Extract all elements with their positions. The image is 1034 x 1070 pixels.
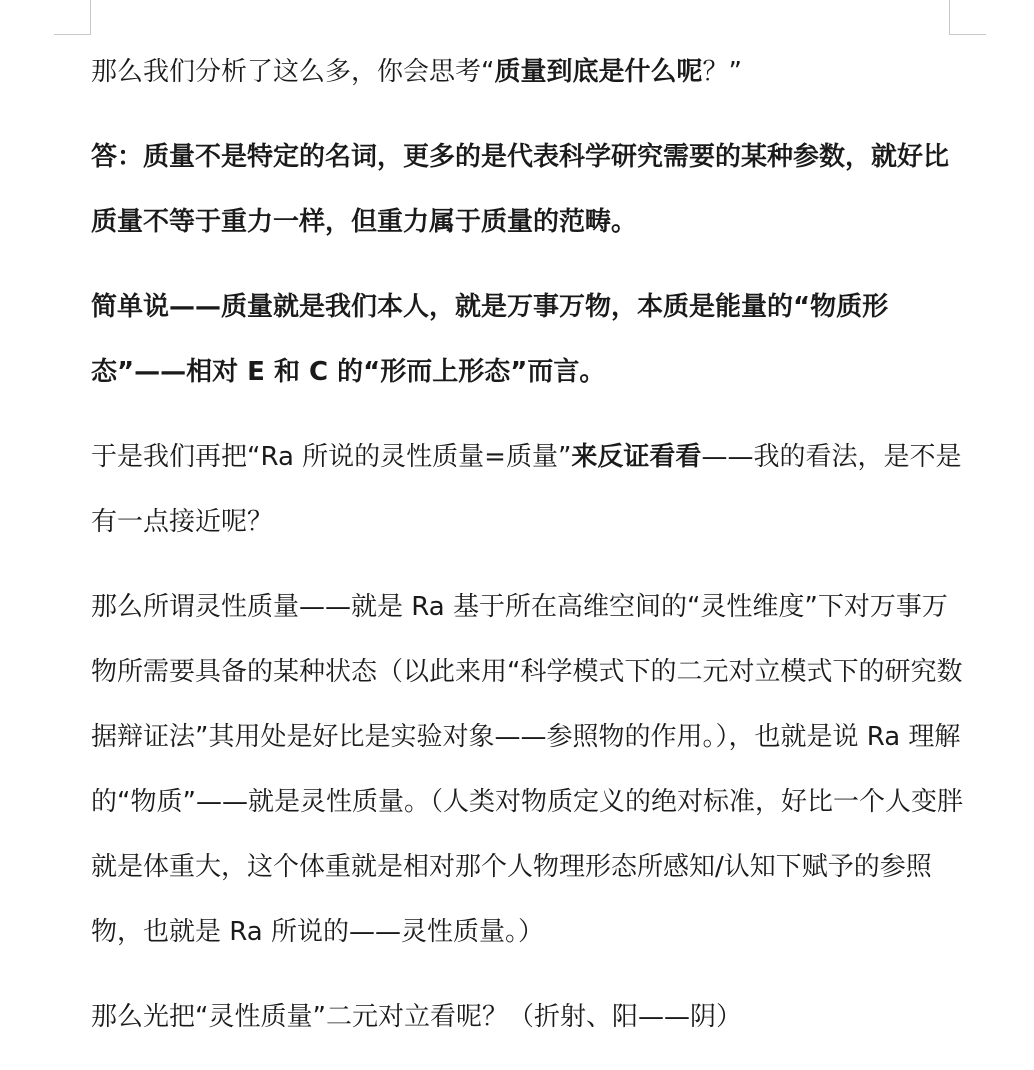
document-body[interactable]	[91, 40, 971, 1070]
text-run: ——我的看法，是不是有一点接近呢？	[91, 442, 962, 537]
paragraph-1	[91, 40, 971, 105]
text-run-bold: 简单说——质量就是我们本人，就是万事万物，本质是能量的“物质形态”——相对 E 和 C 的“形而上形态”而言。	[91, 292, 889, 387]
paragraph-6	[91, 985, 971, 1050]
paragraph-2	[91, 125, 971, 255]
text-run: ？”	[702, 57, 742, 87]
paragraph-3	[91, 275, 971, 405]
text-run-bold: 来反证看看	[571, 442, 702, 472]
margin-corner-mark-right	[949, 0, 986, 35]
text-run: 那么光把“灵性质量”二元对立看呢？（折射、阳——阴）	[91, 1002, 742, 1032]
text-run-bold: 答：质量不是特定的名词，更多的是代表科学研究需要的某种参数，就好比质量不等于重力一样，但重力属于质量的范畴。	[91, 142, 950, 237]
margin-corner-mark-left	[54, 0, 91, 35]
paragraph-4	[91, 425, 971, 555]
text-run: 那么我们分析了这么多，你会思考“	[91, 57, 495, 87]
text-run-bold: 质量到底是什么呢	[494, 57, 703, 87]
paragraph-5	[91, 575, 971, 965]
text-run: 于是我们再把“Ra 所说的灵性质量=质量”	[91, 442, 572, 472]
text-run: 那么所谓灵性质量——就是 Ra 基于所在高维空间的“灵性维度”下对万事万物所需要具备的某种状态（以此来用“科学模式下的二元对立模式下的研究数据辩证法”其用处是好比是实验对象——参照物的作用。），也就是说 Ra 理解的“物质”——就是灵性质量。（人类对物质定义的绝对标准，好比一个人变胖就是体重大，这个体重就是相对那个人物理形态所感知/认知下赋予的参照物，也就是 Ra 所说的——灵性质量。）	[91, 592, 963, 947]
